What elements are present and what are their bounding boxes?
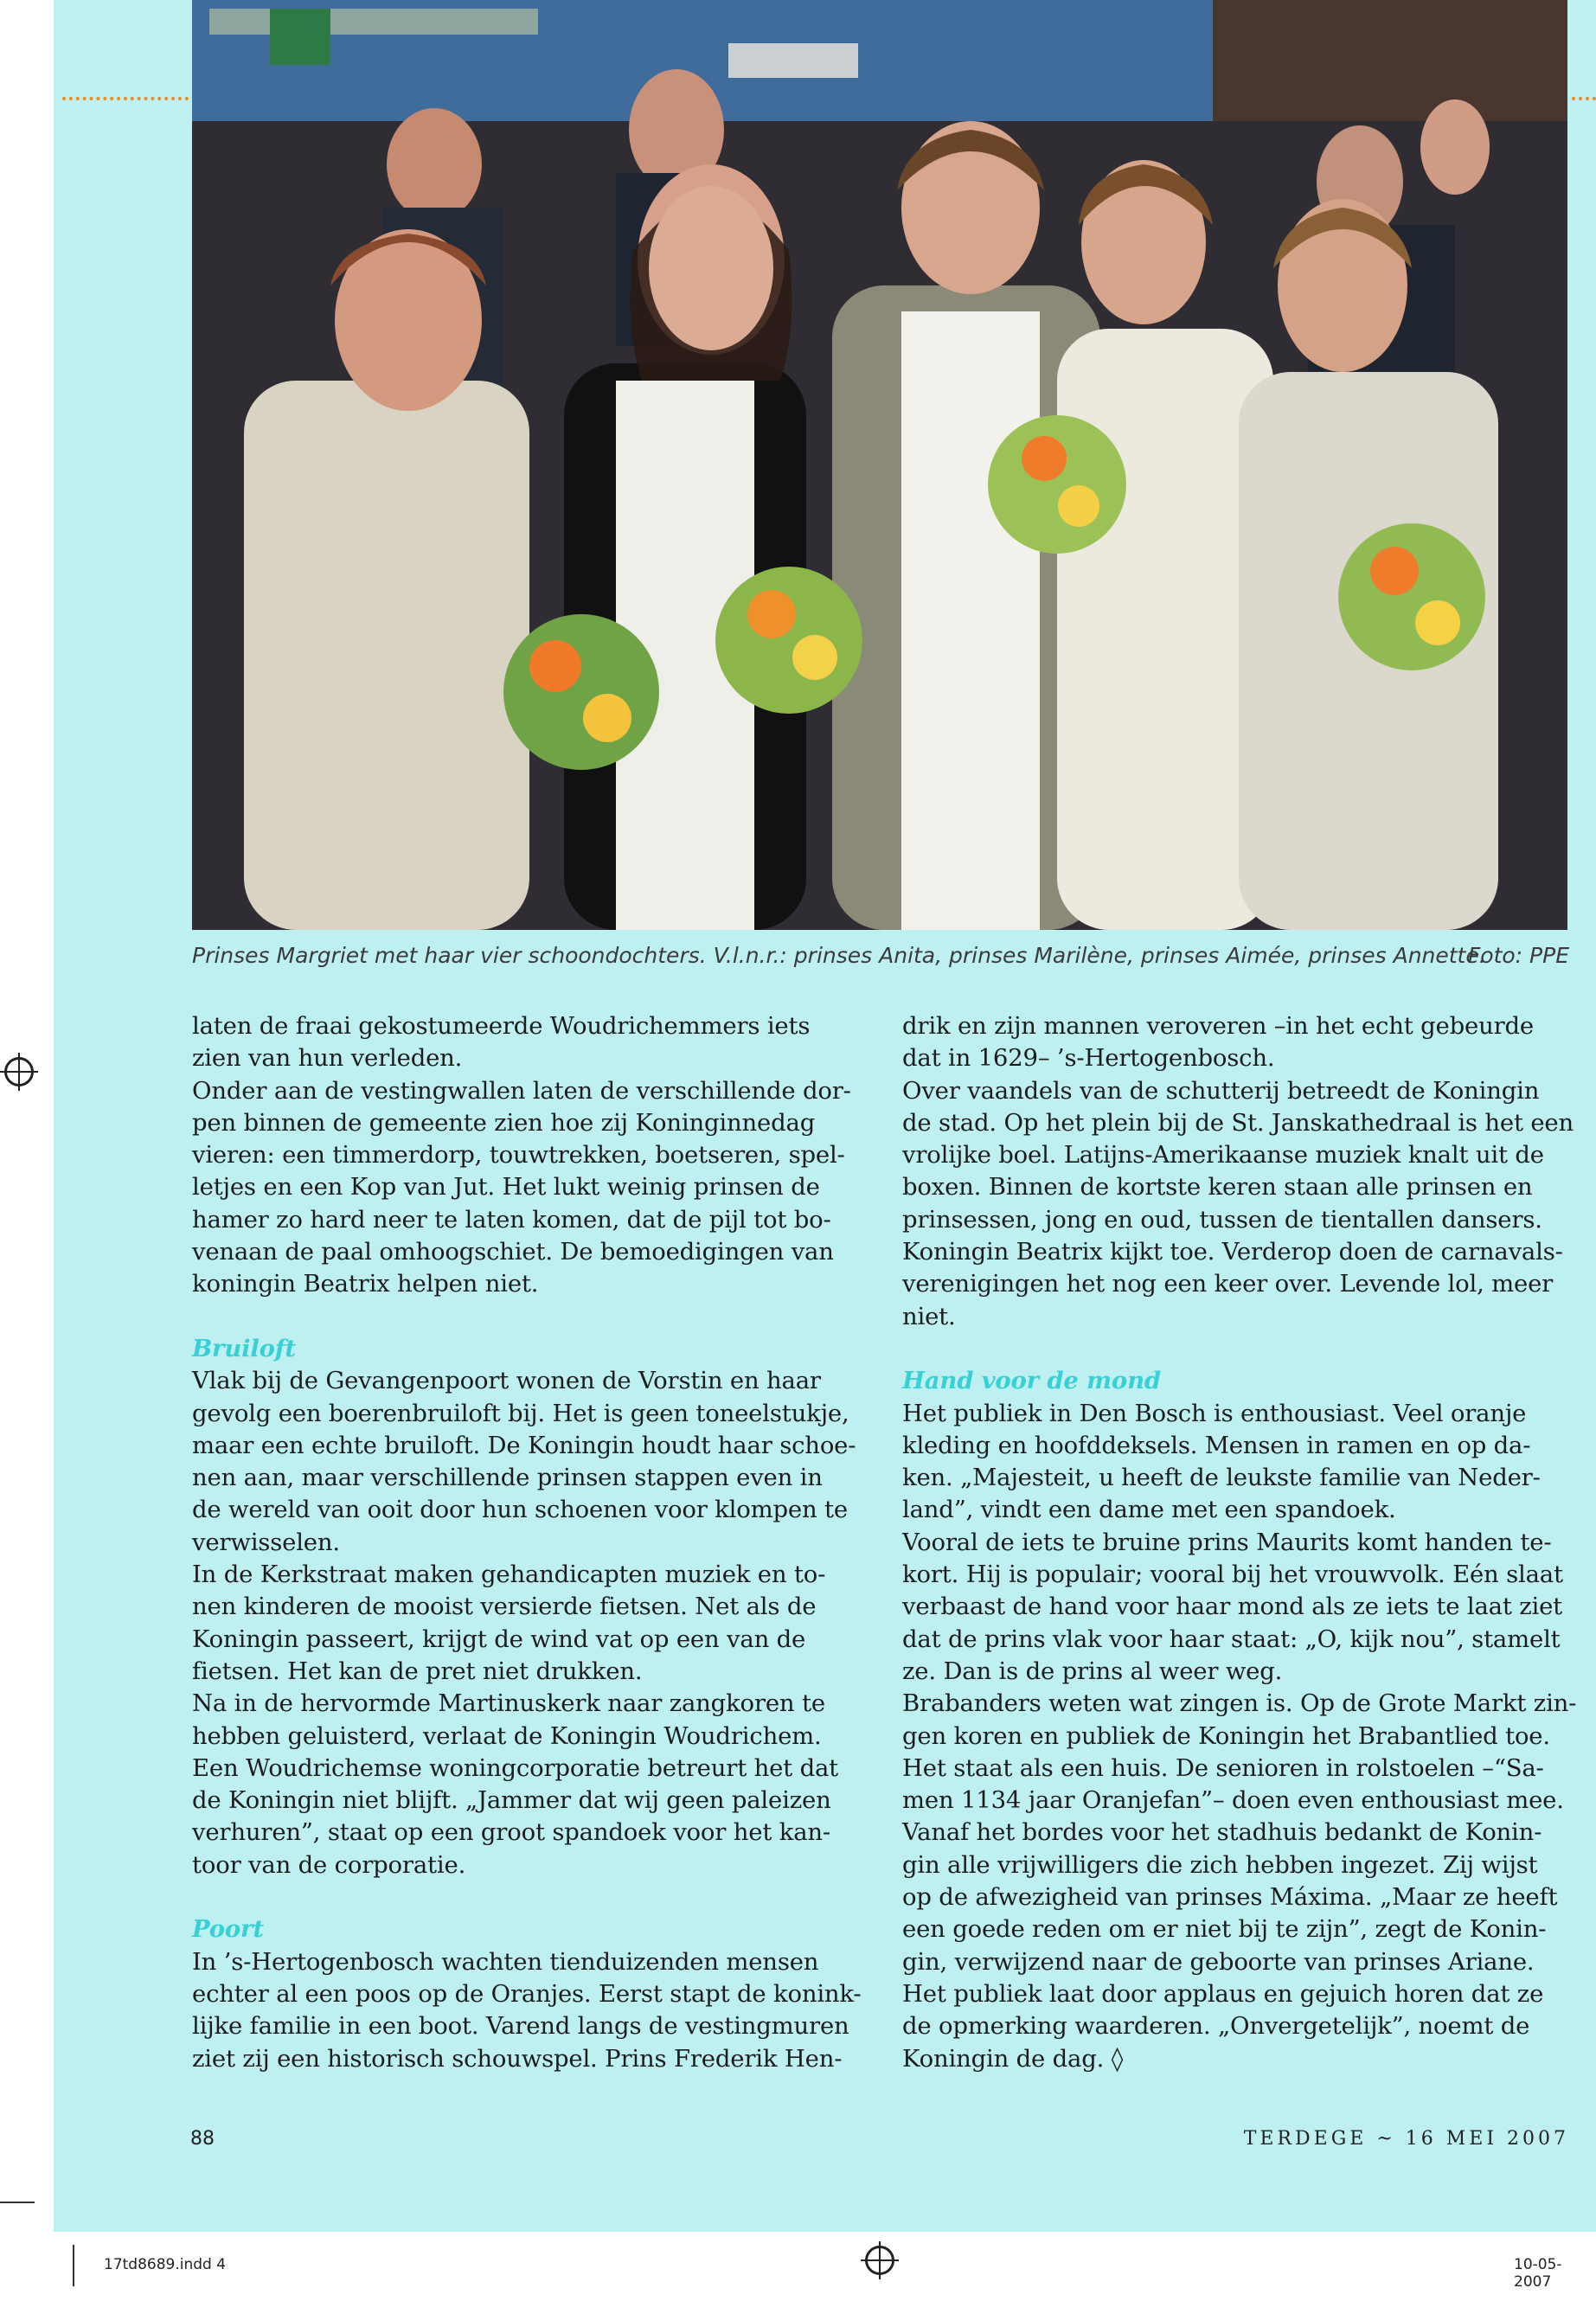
body-text-line: Het staat als een huis. De senioren in rolstoelen –“Sa-: [902, 1753, 1544, 1782]
body-text-line: men 1134 jaar Oranjefan”– doen even enthousiast mee.: [902, 1786, 1564, 1815]
body-text-line: ze. Dan is de prins al weer weg.: [902, 1657, 1283, 1685]
body-text-line: Koningin Beatrix kijkt toe. Verderop doen de carnavals-: [902, 1238, 1563, 1266]
body-text-line: ziet zij een historisch schouwspel. Prins Frederik Hen-: [192, 2044, 843, 2073]
body-text-line: op de afwezigheid van prinses Máxima. „Maar ze heeft: [902, 1883, 1558, 1912]
body-text-line: toor van de corporatie.: [192, 1850, 466, 1879]
body-text-line: letjes en een Kop van Jut. Het lukt weinig prinsen de: [192, 1173, 820, 1202]
body-text-line: In de Kerkstraat maken gehandicapten muziek en to-: [192, 1561, 826, 1589]
body-text-line: verwisselen.: [192, 1528, 340, 1556]
body-text-line: boxen. Binnen de kortste keren staan alle prinsen en: [902, 1173, 1533, 1202]
photo: [192, 0, 1567, 930]
body-text-line: Koningin passeert, krijgt de wind vat op een van de: [192, 1625, 806, 1653]
body-text-line: verenigingen het nog een keer over. Levende lol, meer: [902, 1270, 1554, 1298]
article-column-right: [902, 1010, 1577, 2075]
body-text-line: ken. „Majesteit, u heeft de leukste familie van Neder-: [902, 1464, 1541, 1492]
body-text-line: hebben geluisterd, verlaat de Koningin Woudrichem.: [192, 1721, 822, 1750]
crop-mark: [73, 2245, 74, 2286]
caption-text: Prinses Margriet met haar vier schoondochters. V.l.n.r.: prinses Anita, prinses Marilène, prinses Aimée, prinses Annette.: [192, 943, 1486, 968]
body-text-line: Koningin de dag. ◊: [902, 2044, 1124, 2073]
body-text-line: vieren: een timmerdorp, touwtrekken, boetseren, spel-: [192, 1141, 845, 1170]
paragraph-gap: [192, 1301, 849, 1333]
body-text-line: kleding en hoofddeksels. Mensen in ramen en op da-: [902, 1431, 1531, 1459]
body-text-line: verbaast de hand voor haar mond als ze iets te laat ziet: [902, 1593, 1563, 1621]
body-text-line: gin alle vrijwilligers die zich hebben ingezet. Zij wijst: [902, 1850, 1538, 1879]
body-text-line: maar een echte bruiloft. De Koningin houdt haar schoe-: [192, 1431, 856, 1459]
body-text-line: zien van hun verleden.: [192, 1044, 463, 1073]
body-text-line: venaan de paal omhoogschiet. De bemoedigingen van: [192, 1238, 834, 1266]
paragraph-gap: [192, 1881, 849, 1913]
article-column-left: [192, 1010, 862, 2075]
body-text-line: hamer zo hard neer te laten komen, dat de pijl tot bo-: [192, 1205, 831, 1234]
slug-date: 10-05-2007: [1514, 2256, 1562, 2291]
photo-credit: Foto: PPE: [1467, 943, 1569, 968]
body-text-line: dat in 1629– ’s-Hertogenbosch.: [902, 1044, 1275, 1073]
body-text-line: Vlak bij de Gevangenpoort wonen de Vorstin en haar: [192, 1367, 821, 1395]
body-text-line: gin, verwijzend naar de geboorte van prinses Ariane.: [902, 1947, 1535, 1976]
body-text-line: Brabanders weten wat zingen is. Op de Grote Markt zin-: [902, 1689, 1577, 1718]
body-text-line: land”, vindt een dame met een spandoek.: [902, 1496, 1396, 1524]
body-text-line: pen binnen de gemeente zien hoe zij Koninginnedag: [192, 1108, 816, 1137]
slug-filename: 17td8689.indd 4: [104, 2256, 227, 2273]
body-text-line: nen kinderen de mooist versierde fietsen. Net als de: [192, 1593, 817, 1621]
body-text-line: Vooral de iets te bruine prins Maurits komt handen te-: [902, 1528, 1552, 1556]
body-text-line: koningin Beatrix helpen niet.: [192, 1270, 539, 1298]
body-text-line: een goede reden om er niet bij te zijn”, zegt de Konin-: [902, 1915, 1547, 1944]
section-heading: Bruiloft: [192, 1334, 296, 1362]
registration-mark-icon: [865, 2246, 894, 2275]
body-text-line: echter al een poos op de Oranjes. Eerst stapt de konink-: [192, 1979, 862, 2008]
body-text-line: Na in de hervormde Martinuskerk naar zangkoren te: [192, 1689, 825, 1718]
body-text-line: prinsessen, jong en oud, tussen de tientallen dansers.: [902, 1205, 1542, 1234]
body-text-line: lijke familie in een boot. Varend langs de vestingmuren: [192, 2012, 849, 2041]
body-text-line: nen aan, maar verschillende prinsen stappen even in: [192, 1464, 823, 1492]
body-text-line: Over vaandels van de schutterij betreedt de Koningin: [902, 1076, 1540, 1105]
section-heading: Hand voor de mond: [902, 1367, 1161, 1395]
crop-mark: [0, 2202, 35, 2203]
section-heading: Poort: [192, 1915, 264, 1944]
body-text-line: Het publiek laat door applaus en gejuich horen dat ze: [902, 1979, 1544, 2008]
body-text-line: de opmerking waarderen. „Onvergetelijk”, noemt de: [902, 2012, 1530, 2041]
body-text-line: drik en zijn mannen veroveren –in het echt gebeurde: [902, 1012, 1535, 1040]
photo-caption: [192, 939, 1569, 973]
body-text-line: Het publiek in Den Bosch is enthousiast. Veel oranje: [902, 1399, 1527, 1427]
masthead-date: TERDEGE ~ 16 MEI 2007: [1243, 2128, 1569, 2150]
decorative-dot-rule-left: [62, 97, 189, 109]
body-text-line: gen koren en publiek de Koningin het Brabantlied toe.: [902, 1721, 1550, 1750]
photo-illustration: [192, 0, 1567, 930]
body-text-line: verhuren”, staat op een groot spandoek voor het kan-: [192, 1818, 830, 1847]
body-text-line: Onder aan de vestingwallen laten de verschillende dor-: [192, 1076, 851, 1105]
body-text-line: vrolijke boel. Latijns-Amerikaanse muziek knalt uit de: [902, 1141, 1544, 1170]
body-text-line: laten de fraai gekostumeerde Woudrichemmers iets: [192, 1012, 811, 1040]
body-text-line: de wereld van ooit door hun schoenen voor klompen te: [192, 1496, 848, 1524]
body-text-line: In ’s-Hertogenbosch wachten tienduizenden mensen: [192, 1947, 819, 1976]
body-text-line: de stad. Op het plein bij de St. Janskathedraal is het een: [902, 1108, 1574, 1137]
body-text-line: gevolg een boerenbruiloft bij. Het is geen toneelstukje,: [192, 1399, 849, 1427]
decorative-dot-rule-right: [1572, 97, 1596, 109]
body-text-line: Een Woudrichemse woningcorporatie betreurt het dat: [192, 1753, 839, 1782]
registration-mark-icon: [4, 1057, 34, 1086]
paragraph-gap: [902, 1333, 1560, 1365]
body-text-line: dat de prins vlak voor haar staat: „O, kijk nou”, stamelt: [902, 1625, 1561, 1653]
body-text-line: de Koningin niet blijft. „Jammer dat wij geen paleizen: [192, 1786, 831, 1815]
body-text-line: Vanaf het bordes voor het stadhuis bedankt de Konin-: [902, 1818, 1542, 1847]
body-text-line: fietsen. Het kan de pret niet drukken.: [192, 1657, 643, 1685]
body-text-line: kort. Hij is populair; vooral bij het vrouwvolk. Eén slaat: [902, 1561, 1563, 1589]
body-text-line: niet.: [902, 1302, 956, 1330]
page-number: 88: [190, 2128, 215, 2150]
